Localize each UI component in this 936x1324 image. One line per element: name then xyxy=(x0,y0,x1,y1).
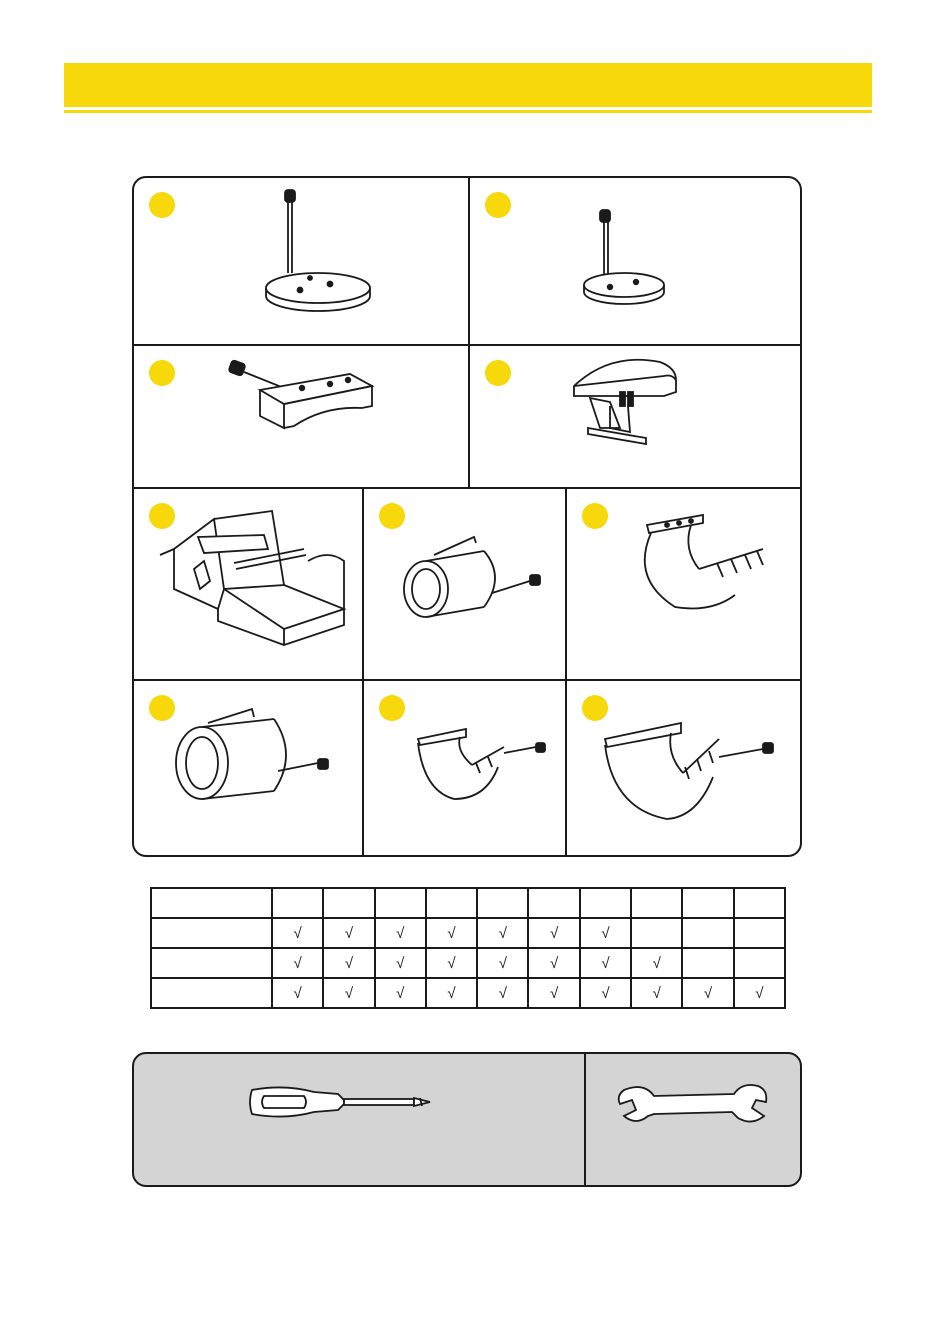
table-cell xyxy=(734,918,785,948)
cap-press-attachment-icon xyxy=(134,346,468,487)
small-plate-attachment-icon xyxy=(470,178,802,344)
table-row xyxy=(151,978,785,1008)
table-row xyxy=(151,918,785,948)
large-plate-attachment-icon xyxy=(134,178,468,344)
parts-panel xyxy=(132,176,802,857)
table-header-row xyxy=(151,888,785,918)
table-header-cell xyxy=(734,888,785,918)
table-header-cell xyxy=(375,888,426,918)
table-cell: √ xyxy=(375,978,426,1008)
row-label xyxy=(151,948,272,978)
straight-mug-heater-icon xyxy=(364,489,565,679)
table-cell: √ xyxy=(477,978,528,1008)
table-cell: √ xyxy=(528,948,579,978)
table-cell: √ xyxy=(272,918,323,948)
small-cone-heater-icon xyxy=(364,681,565,857)
row-label xyxy=(151,918,272,948)
large-cone-heater-icon xyxy=(567,681,802,857)
part-4-cell xyxy=(470,346,802,487)
part-10-cell xyxy=(567,681,802,857)
table-cell: √ xyxy=(272,948,323,978)
compatibility-table xyxy=(150,887,786,1009)
table-cell: √ xyxy=(580,918,631,948)
table-cell xyxy=(682,948,733,978)
table-cell: √ xyxy=(631,978,682,1008)
table-cell: √ xyxy=(323,918,374,948)
table-cell: √ xyxy=(580,948,631,978)
table-cell: √ xyxy=(375,948,426,978)
part-2-cell xyxy=(470,178,802,344)
table-header-cell xyxy=(528,888,579,918)
part-8-cell xyxy=(134,681,362,857)
part-6-cell xyxy=(364,489,565,679)
part-1-cell xyxy=(134,178,468,344)
table-cell: √ xyxy=(323,948,374,978)
table-cell: √ xyxy=(580,978,631,1008)
table-cell: √ xyxy=(631,948,682,978)
screwdriver-icon xyxy=(244,1078,444,1128)
table-cell: √ xyxy=(426,978,477,1008)
large-mug-heater-icon xyxy=(134,681,362,857)
table-header-cell xyxy=(323,888,374,918)
mug-press-frame-icon xyxy=(134,489,362,679)
table-header-cell xyxy=(426,888,477,918)
table-cell: √ xyxy=(375,918,426,948)
table-cell: √ xyxy=(682,978,733,1008)
table-cell: √ xyxy=(426,948,477,978)
table-header-cell xyxy=(272,888,323,918)
table-cell: √ xyxy=(528,978,579,1008)
table-row xyxy=(151,948,785,978)
table-cell: √ xyxy=(734,978,785,1008)
open-curved-heater-icon xyxy=(567,489,802,679)
table-header-cell xyxy=(477,888,528,918)
table-header-cell xyxy=(682,888,733,918)
table-header-cell xyxy=(580,888,631,918)
table-cell: √ xyxy=(477,948,528,978)
table-cell: √ xyxy=(323,978,374,1008)
table-cell xyxy=(682,918,733,948)
tools-divider xyxy=(584,1054,586,1185)
header-bar xyxy=(64,63,872,107)
part-3-cell xyxy=(134,346,468,487)
table-cell xyxy=(631,918,682,948)
row-label xyxy=(151,978,272,1008)
table-cell: √ xyxy=(477,918,528,948)
table-header-cell xyxy=(631,888,682,918)
table-cell xyxy=(734,948,785,978)
part-7-cell xyxy=(567,489,802,679)
part-5-cell xyxy=(134,489,362,679)
table-cell: √ xyxy=(426,918,477,948)
upper-heating-unit-icon xyxy=(470,346,802,487)
table-cell: √ xyxy=(272,978,323,1008)
header-rule xyxy=(64,110,872,113)
table-cell: √ xyxy=(528,918,579,948)
part-9-cell xyxy=(364,681,565,857)
wrench-icon xyxy=(614,1080,774,1140)
tools-panel xyxy=(132,1052,802,1187)
table-header-cell xyxy=(151,888,272,918)
